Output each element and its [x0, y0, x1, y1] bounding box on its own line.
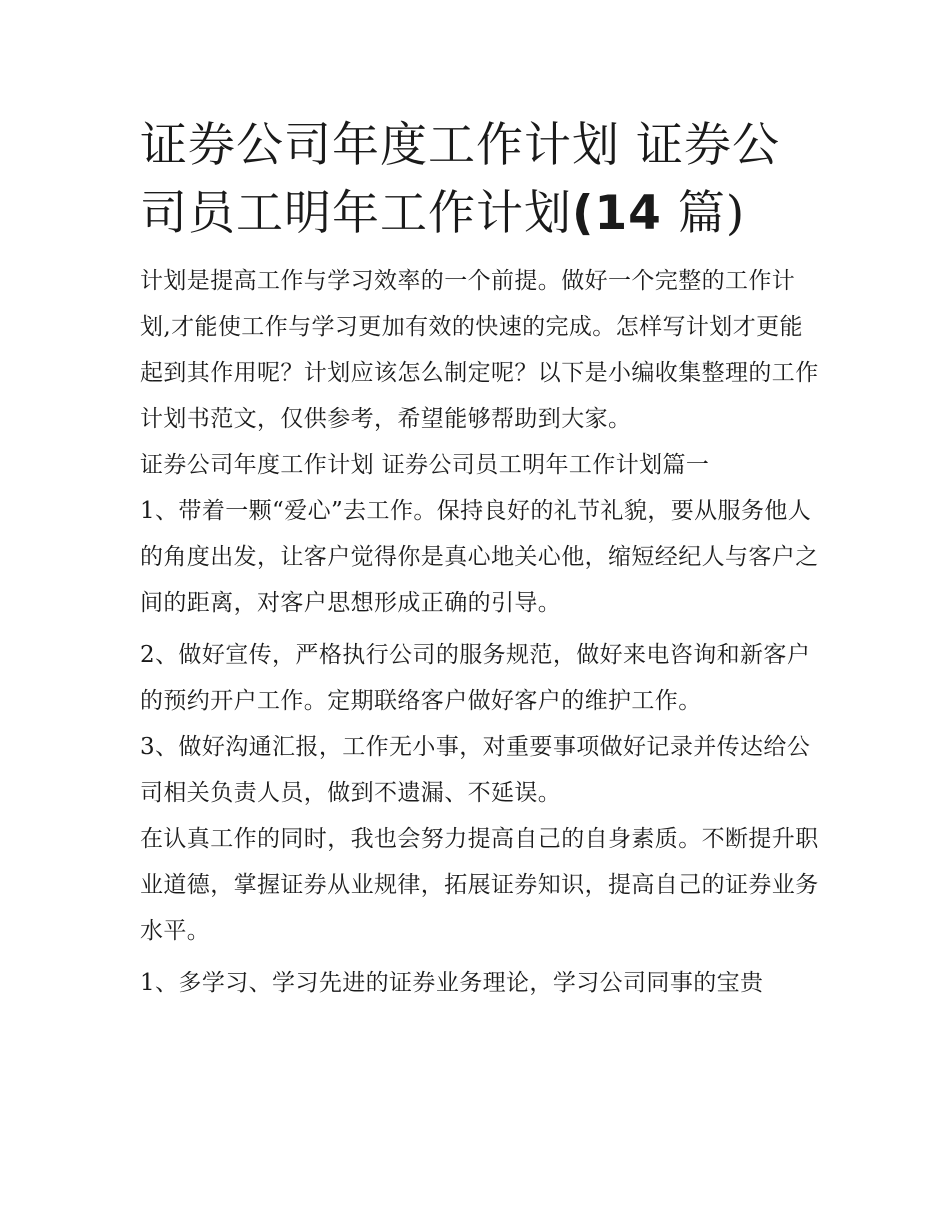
- list-item-1: 1、带着一颗“爱心”去工作。保持良好的礼节礼貌，要从服务他人的角度出发，让客户觉得你是真心地关心他，缩短经纪人与客户之间的距离，对客户思想形成正确的引导。: [140, 498, 819, 616]
- list-item-4: 1、多学习、学习先进的证券业务理论，学习公司同事的宝贵: [140, 970, 764, 996]
- document-body: [140, 258, 820, 1006]
- document-page: [140, 112, 820, 1006]
- title-suffix: 篇): [661, 186, 746, 241]
- body-paragraph: 在认真工作的同时，我也会努力提高自己的自身素质。不断提升职业道德，掌握证券从业规律，拓展证券知识，提高自己的证券业务水平。: [140, 826, 819, 944]
- document-title: [140, 112, 820, 248]
- list-item-3: 3、做好沟通汇报，工作无小事，对重要事项做好记录并传达给公司相关负责人员，做到不遗漏、不延误。: [140, 734, 811, 806]
- title-count: (14: [572, 186, 662, 241]
- list-item-2: 2、做好宣传，严格执行公司的服务规范，做好来电咨询和新客户的预约开户工作。定期联络客户做好客户的维护工作。: [140, 642, 811, 714]
- intro-paragraph: 计划是提高工作与学习效率的一个前提。做好一个完整的工作计划,才能使工作与学习更加有效的快速的完成。怎样写计划才更能起到其作用呢？计划应该怎么制定呢？以下是小编收集整理的工作计划书范文，仅供参考，希望能够帮助到大家。: [140, 268, 819, 432]
- title-text: 证券公司年度工作计划 证券公司员工明年工作计划: [140, 118, 780, 241]
- section-heading: 证券公司年度工作计划 证券公司员工明年工作计划篇一: [140, 452, 710, 478]
